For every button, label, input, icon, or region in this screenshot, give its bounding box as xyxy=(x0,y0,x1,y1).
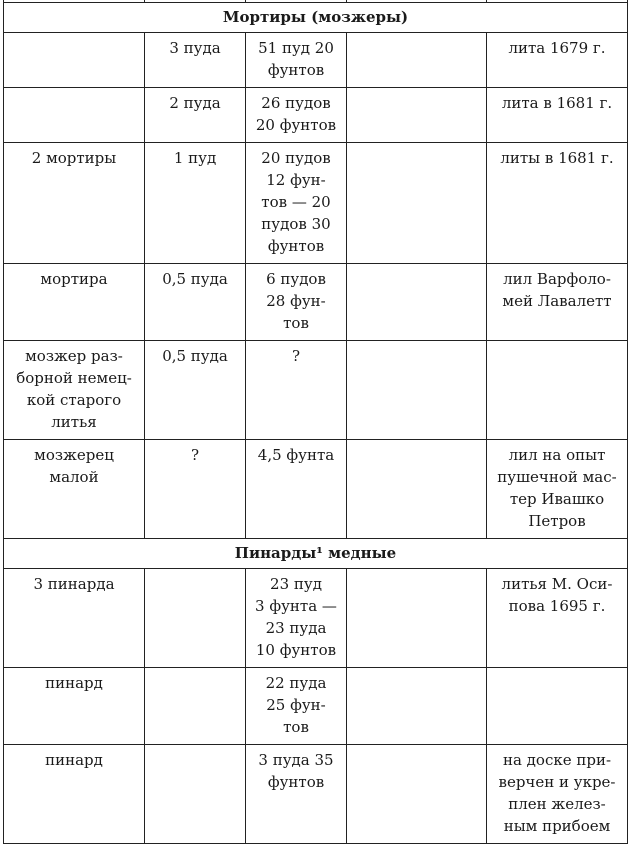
table-cell xyxy=(347,33,487,88)
table-row xyxy=(4,33,628,88)
table-cell: 2 мортиры xyxy=(4,143,145,264)
table-row xyxy=(4,341,628,440)
table-row xyxy=(4,440,628,539)
table-cell: 4,5 фунта xyxy=(246,440,347,539)
table-cell: лита в 1681 г. xyxy=(487,88,628,143)
table-cell: мортира xyxy=(4,264,145,341)
table-cell: ? xyxy=(145,440,246,539)
table-cell: 23 пуд 3 фунта — 23 пуда 10 фунтов xyxy=(246,569,347,668)
table-cell xyxy=(145,569,246,668)
table-cell: 0,5 пуда xyxy=(145,341,246,440)
table-row xyxy=(4,264,628,341)
section-header-row xyxy=(4,3,628,33)
table-cell: 3 пуда 35 фунтов xyxy=(246,745,347,844)
table-body xyxy=(4,0,628,844)
table-cell xyxy=(347,440,487,539)
table-cell: 1 пуд xyxy=(145,143,246,264)
section-title: Пинарды¹ медные xyxy=(4,539,628,569)
table-cell: литы в 1681 г. xyxy=(487,143,628,264)
table-cell: литья М. Оси- пова 1695 г. xyxy=(487,569,628,668)
table-cell: 51 пуд 20 фунтов xyxy=(246,33,347,88)
table-cell: 22 пуда 25 фун- тов xyxy=(246,668,347,745)
table-cell: 6 пудов 28 фун- тов xyxy=(246,264,347,341)
table-cell: 3 пуда xyxy=(145,33,246,88)
table-cell: ? xyxy=(246,341,347,440)
table-cell: 2 пуда xyxy=(145,88,246,143)
table-cell: на доске при- верчен и укре- плен желез- ным прибоем xyxy=(487,745,628,844)
table-cell: пинард xyxy=(4,745,145,844)
table-cell xyxy=(347,668,487,745)
table-cell: 3 пинарда xyxy=(4,569,145,668)
table-cell: 20 пудов 12 фун- тов — 20 пудов 30 фунтов xyxy=(246,143,347,264)
section-header-row xyxy=(4,539,628,569)
table-cell xyxy=(487,341,628,440)
table-cell xyxy=(347,88,487,143)
table-cell xyxy=(4,88,145,143)
table-cell: 0,5 пуда xyxy=(145,264,246,341)
table-row xyxy=(4,569,628,668)
table-cell: пинард xyxy=(4,668,145,745)
table-cell: лита 1679 г. xyxy=(487,33,628,88)
table-cell xyxy=(347,745,487,844)
table-cell xyxy=(145,745,246,844)
table-cell: 26 пудов 20 фунтов xyxy=(246,88,347,143)
table-cell: лил на опыт пушечной мас- тер Ивашко Петров xyxy=(487,440,628,539)
table-cell xyxy=(347,569,487,668)
table-row xyxy=(4,745,628,844)
table-row xyxy=(4,668,628,745)
table-cell xyxy=(347,341,487,440)
table-cell xyxy=(4,33,145,88)
artillery-table xyxy=(3,0,628,844)
table-cell xyxy=(347,143,487,264)
table-cell: лил Варфоло- мей Лавалетт xyxy=(487,264,628,341)
table-cell: мозжерец малой xyxy=(4,440,145,539)
table-cell: мозжер раз- борной немец- кой старого литья xyxy=(4,341,145,440)
table-row xyxy=(4,143,628,264)
table-cell xyxy=(145,668,246,745)
table-cell xyxy=(487,668,628,745)
table-row xyxy=(4,88,628,143)
section-title: Мортиры (мозжеры) xyxy=(4,3,628,33)
table-cell xyxy=(347,264,487,341)
